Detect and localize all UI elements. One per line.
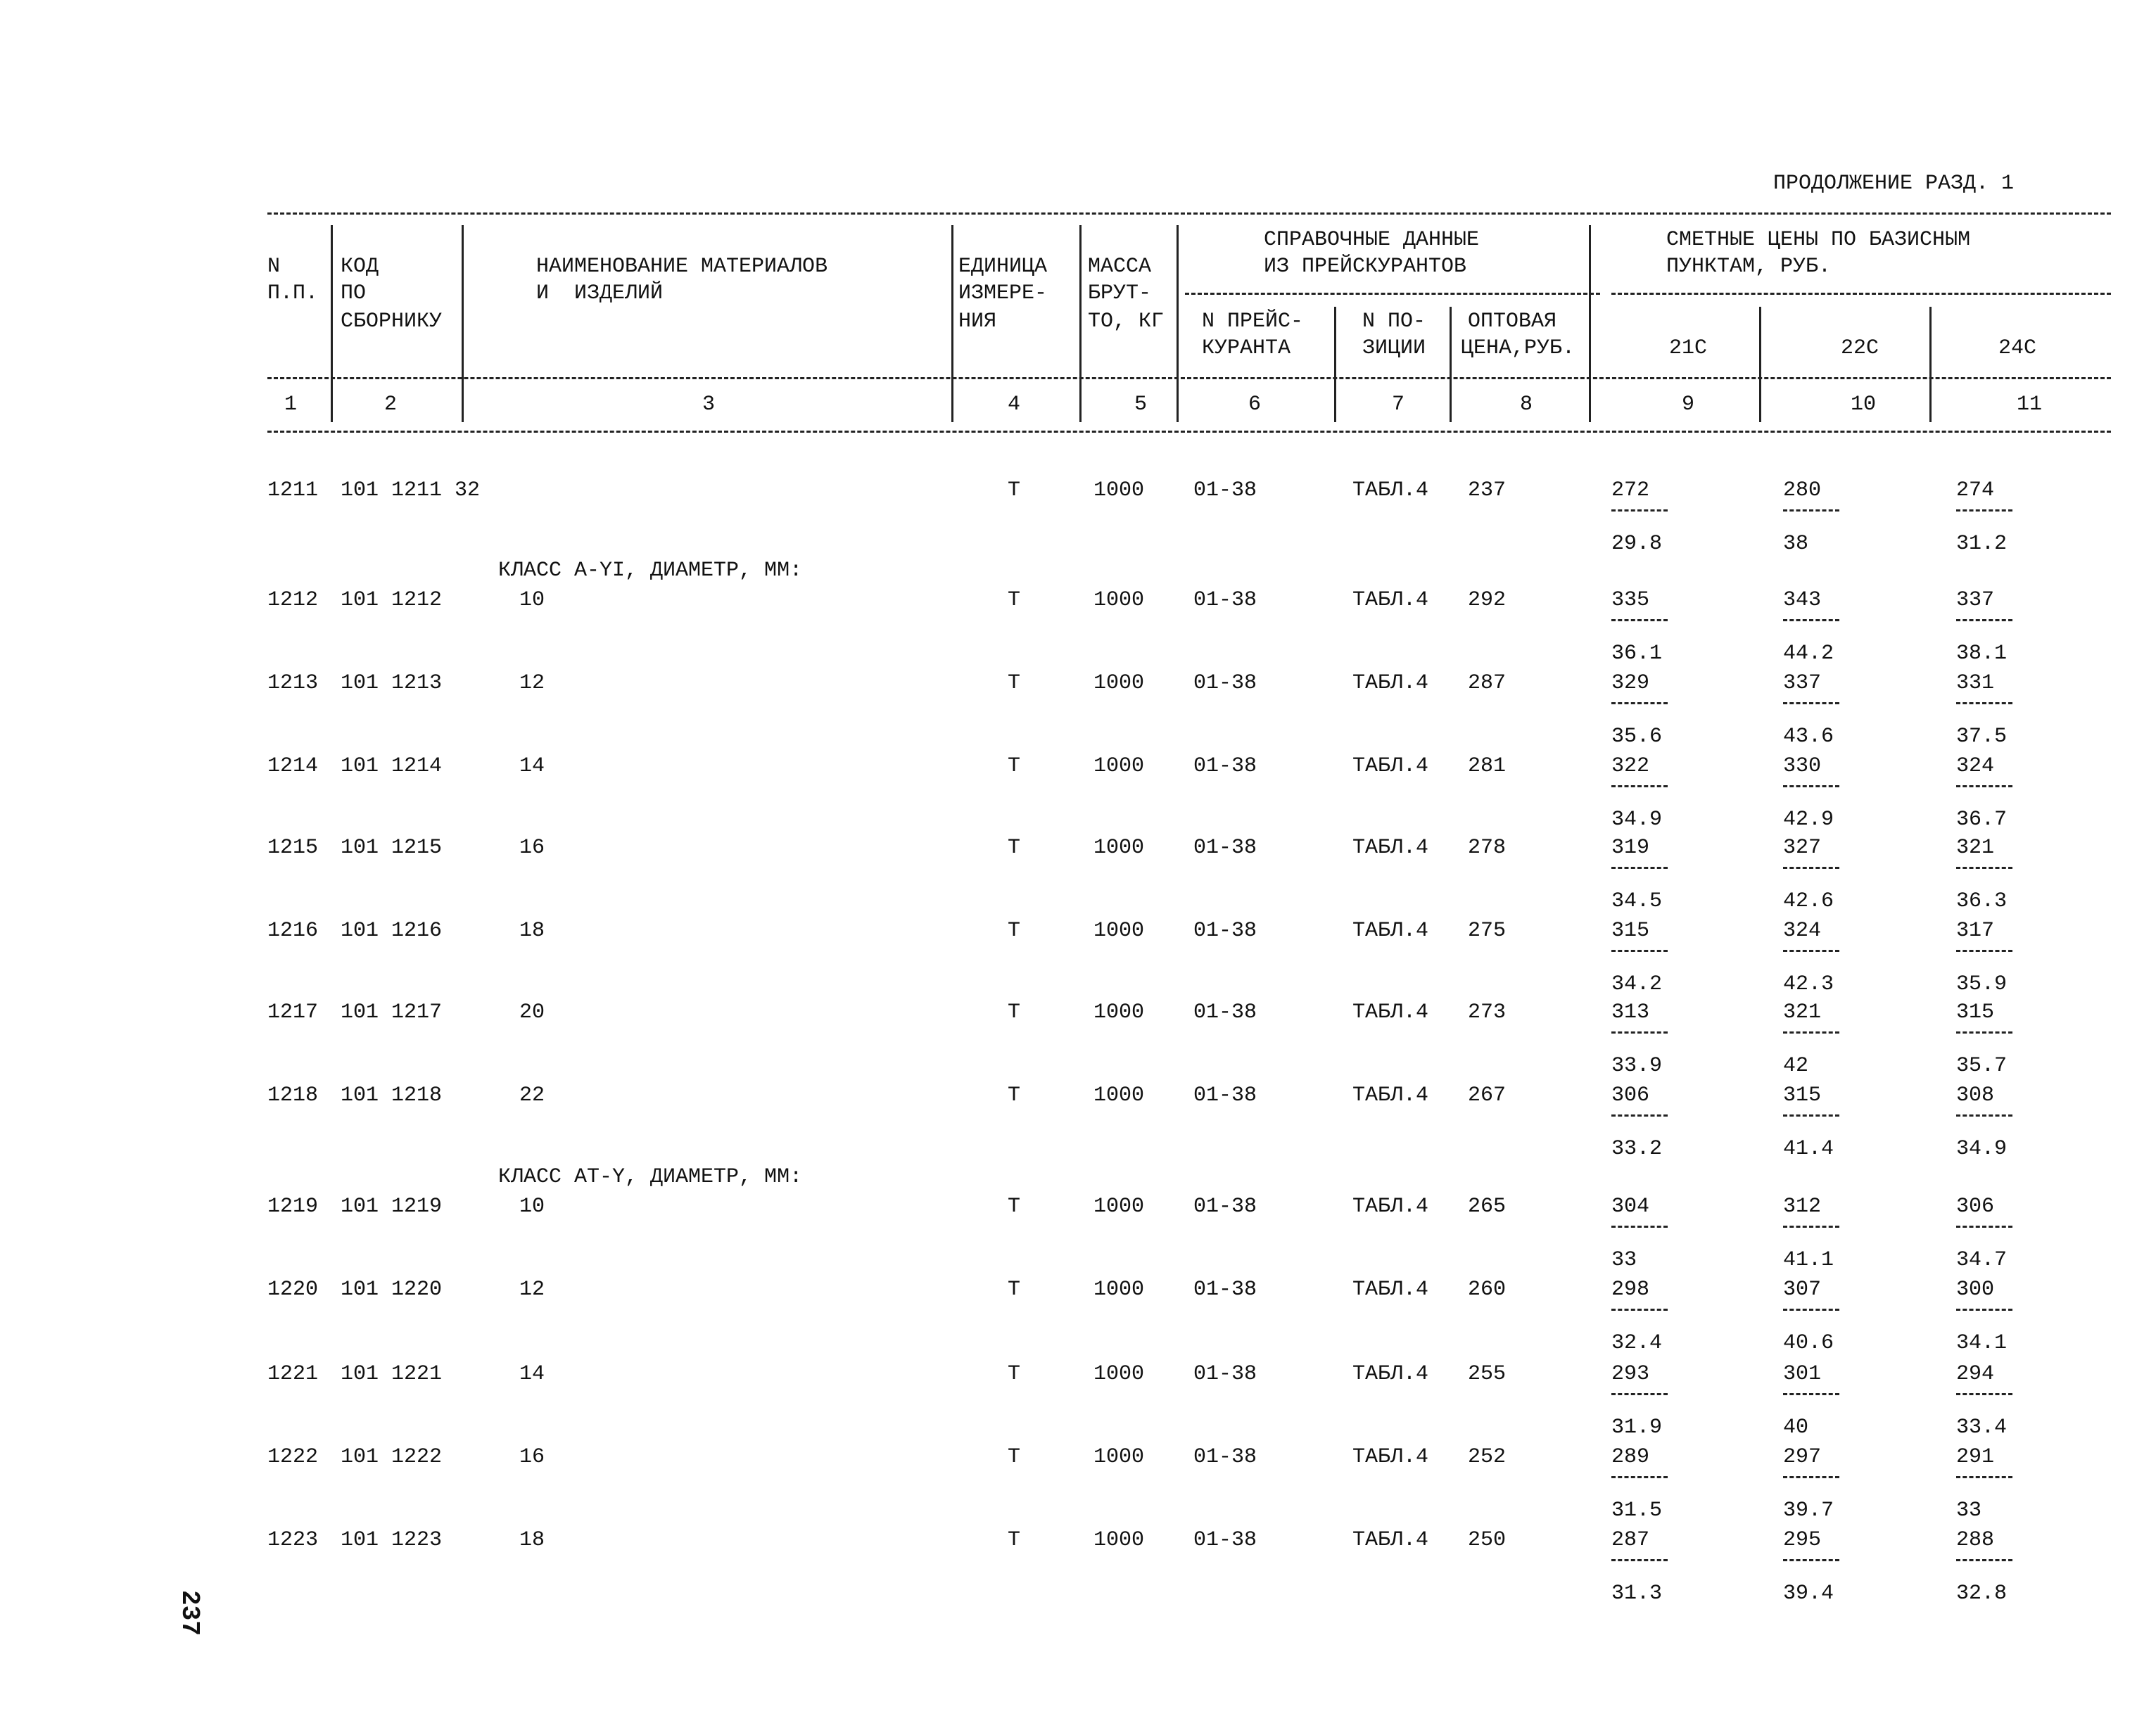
price-p21-numerator: 287: [1611, 1528, 1650, 1552]
price-p22-denominator: 40.6: [1783, 1331, 1834, 1355]
row-position: ТАБЛ.4: [1352, 1195, 1429, 1219]
row-code: 101 1215: [341, 836, 443, 860]
price-p24-denominator: 36.7: [1956, 808, 2008, 832]
header-24c: 24С: [1998, 336, 2037, 360]
colnum-1: 1: [284, 393, 298, 417]
row-price-list: 01-38: [1193, 754, 1257, 778]
row-mass: 1000: [1093, 1278, 1145, 1302]
row-name: 18: [519, 1528, 545, 1552]
row-code: 101 1222: [341, 1445, 443, 1469]
row-name: 18: [519, 919, 545, 943]
fraction-bar: [1956, 1309, 2012, 1311]
price-p21-denominator: 33: [1611, 1248, 1637, 1272]
fraction-bar: [1611, 1476, 1668, 1478]
row-wholesale: 287: [1468, 671, 1507, 695]
price-p22-numerator: 307: [1783, 1278, 1822, 1302]
row-wholesale: 273: [1468, 1000, 1507, 1024]
fraction-bar: [1611, 509, 1668, 512]
row-name: 14: [519, 1362, 545, 1386]
fraction-bar: [1956, 867, 2012, 869]
row-code: 101 1211 32: [341, 478, 481, 502]
price-p24-denominator: 36.3: [1956, 889, 2008, 913]
fraction-bar: [1783, 1559, 1839, 1561]
row-price-list: 01-38: [1193, 1362, 1257, 1386]
row-wholesale: 255: [1468, 1362, 1507, 1386]
fraction-bar: [1783, 509, 1839, 512]
price-p24-denominator: 35.9: [1956, 972, 2008, 996]
header-ref-sub-rule: [1185, 293, 1600, 295]
row-position: ТАБЛ.4: [1352, 919, 1429, 943]
header-ref-group-line1: СПРАВОЧНЫЕ ДАННЫЕ: [1264, 228, 1480, 252]
row-position: ТАБЛ.4: [1352, 478, 1429, 502]
row-unit: Т: [1008, 671, 1021, 695]
row-mass: 1000: [1093, 1445, 1145, 1469]
row-number: 1214: [267, 754, 319, 778]
row-number: 1217: [267, 1000, 319, 1024]
fraction-bar: [1783, 1393, 1839, 1395]
row-code: 101 1219: [341, 1195, 443, 1219]
colnum-4: 4: [1008, 393, 1021, 417]
fraction-bar: [1783, 1114, 1839, 1117]
row-mass: 1000: [1093, 1000, 1145, 1024]
price-p24-denominator: 35.7: [1956, 1054, 2008, 1078]
price-p21-denominator: 31.9: [1611, 1416, 1663, 1440]
row-mass: 1000: [1093, 836, 1145, 860]
row-price-list: 01-38: [1193, 919, 1257, 943]
price-p21-numerator: 289: [1611, 1445, 1650, 1469]
price-p24-numerator: 337: [1956, 588, 1995, 612]
row-price-list: 01-38: [1193, 1000, 1257, 1024]
row-mass: 1000: [1093, 478, 1145, 502]
price-p21-denominator: 36.1: [1611, 642, 1663, 666]
row-name: 10: [519, 1195, 545, 1219]
fraction-bar: [1956, 1476, 2012, 1478]
price-p21-denominator: 33.2: [1611, 1137, 1663, 1161]
price-p21-numerator: 319: [1611, 836, 1650, 860]
price-p21-denominator: 34.5: [1611, 889, 1663, 913]
colnum-2: 2: [384, 393, 398, 417]
price-p22-denominator: 38: [1783, 532, 1809, 556]
header-bottom-rule: [267, 431, 2111, 433]
row-position: ТАБЛ.4: [1352, 836, 1429, 860]
price-p21-denominator: 33.9: [1611, 1054, 1663, 1078]
row-price-list: 01-38: [1193, 1278, 1257, 1302]
header-unit-line1: ЕДИНИЦА: [958, 255, 1048, 279]
row-position: ТАБЛ.4: [1352, 588, 1429, 612]
row-wholesale: 275: [1468, 919, 1507, 943]
price-p21-denominator: 34.2: [1611, 972, 1663, 996]
price-p22-numerator: 321: [1783, 1000, 1822, 1024]
fraction-bar: [1956, 702, 2012, 704]
row-number: 1223: [267, 1528, 319, 1552]
row-name: 10: [519, 588, 545, 612]
price-p21-numerator: 315: [1611, 919, 1650, 943]
price-p22-denominator: 41.4: [1783, 1137, 1834, 1161]
header-unit-line3: НИЯ: [958, 310, 997, 333]
row-unit: Т: [1008, 1445, 1021, 1469]
row-position: ТАБЛ.4: [1352, 1278, 1429, 1302]
row-number: 1219: [267, 1195, 319, 1219]
row-mass: 1000: [1093, 1084, 1145, 1107]
price-p22-denominator: 40: [1783, 1416, 1809, 1440]
row-code: 101 1217: [341, 1000, 443, 1024]
row-unit: Т: [1008, 1362, 1021, 1386]
row-unit: Т: [1008, 1084, 1021, 1107]
price-p22-numerator: 337: [1783, 671, 1822, 695]
col-divider: [1759, 307, 1761, 422]
row-price-list: 01-38: [1193, 836, 1257, 860]
row-mass: 1000: [1093, 1195, 1145, 1219]
price-p24-numerator: 317: [1956, 919, 1995, 943]
row-code: 101 1216: [341, 919, 443, 943]
row-unit: Т: [1008, 1278, 1021, 1302]
row-wholesale: 267: [1468, 1084, 1507, 1107]
price-p24-numerator: 274: [1956, 478, 1995, 502]
price-p21-denominator: 35.6: [1611, 725, 1663, 749]
page-number: 237: [175, 1590, 204, 1636]
header-name-line1: НАИМЕНОВАНИЕ МАТЕРИАЛОВ: [536, 255, 828, 279]
row-name: 12: [519, 671, 545, 695]
row-unit: Т: [1008, 1528, 1021, 1552]
row-position: ТАБЛ.4: [1352, 754, 1429, 778]
price-p24-denominator: 31.2: [1956, 532, 2008, 556]
fraction-bar: [1783, 702, 1839, 704]
header-position-line1: N ПО-: [1362, 310, 1426, 333]
fraction-bar: [1956, 509, 2012, 512]
row-number: 1212: [267, 588, 319, 612]
fraction-bar: [1956, 1559, 2012, 1561]
price-p22-denominator: 42.9: [1783, 808, 1834, 832]
price-p22-numerator: 330: [1783, 754, 1822, 778]
header-pricelist-line1: N ПРЕЙС-: [1202, 310, 1304, 333]
fraction-bar: [1783, 1226, 1839, 1228]
price-p24-numerator: 324: [1956, 754, 1995, 778]
row-mass: 1000: [1093, 919, 1145, 943]
header-code-line3: СБОРНИКУ: [341, 310, 443, 333]
colnum-3: 3: [702, 393, 716, 417]
col-divider: [1589, 225, 1591, 422]
price-p24-numerator: 306: [1956, 1195, 1995, 1219]
row-mass: 1000: [1093, 754, 1145, 778]
col-divider: [1929, 307, 1932, 422]
row-mass: 1000: [1093, 1528, 1145, 1552]
fraction-bar: [1783, 619, 1839, 621]
price-p24-denominator: 37.5: [1956, 725, 2008, 749]
price-p22-numerator: 297: [1783, 1445, 1822, 1469]
fraction-bar: [1611, 950, 1668, 952]
price-p24-numerator: 294: [1956, 1362, 1995, 1386]
col-divider: [1177, 225, 1179, 422]
row-unit: Т: [1008, 919, 1021, 943]
price-p22-denominator: 39.7: [1783, 1499, 1834, 1523]
header-n-line2: П.П.: [267, 281, 319, 305]
row-name: 12: [519, 1278, 545, 1302]
row-wholesale: 260: [1468, 1278, 1507, 1302]
price-p21-denominator: 31.3: [1611, 1582, 1663, 1606]
row-position: ТАБЛ.4: [1352, 671, 1429, 695]
row-code: 101 1221: [341, 1362, 443, 1386]
fraction-bar: [1611, 1226, 1668, 1228]
price-p22-denominator: 42.3: [1783, 972, 1834, 996]
fraction-bar: [1956, 619, 2012, 621]
header-prices-group-line2: ПУНКТАМ, РУБ.: [1666, 255, 1832, 279]
fraction-bar: [1783, 1309, 1839, 1311]
price-p22-numerator: 327: [1783, 836, 1822, 860]
price-p21-numerator: 293: [1611, 1362, 1650, 1386]
fraction-bar: [1956, 1393, 2012, 1395]
header-mid-rule: [267, 377, 2111, 379]
row-position: ТАБЛ.4: [1352, 1362, 1429, 1386]
row-name: 14: [519, 754, 545, 778]
price-p21-numerator: 329: [1611, 671, 1650, 695]
row-unit: Т: [1008, 1195, 1021, 1219]
row-name: 16: [519, 836, 545, 860]
row-number: 1222: [267, 1445, 319, 1469]
row-name: 20: [519, 1000, 545, 1024]
price-p24-denominator: 34.1: [1956, 1331, 2008, 1355]
header-code-line2: ПО: [341, 281, 367, 305]
row-name: 16: [519, 1445, 545, 1469]
header-wholesale-line2: ЦЕНА,РУБ.: [1461, 336, 1575, 360]
price-p21-numerator: 313: [1611, 1000, 1650, 1024]
continuation-label: ПРОДОЛЖЕНИЕ РАЗД. 1: [1773, 172, 2015, 196]
price-p21-denominator: 29.8: [1611, 532, 1663, 556]
row-unit: Т: [1008, 588, 1021, 612]
price-p22-numerator: 312: [1783, 1195, 1822, 1219]
price-p22-denominator: 44.2: [1783, 642, 1834, 666]
price-p24-numerator: 308: [1956, 1084, 1995, 1107]
price-p22-denominator: 39.4: [1783, 1582, 1834, 1606]
col-divider: [1079, 225, 1082, 422]
price-p24-denominator: 32.8: [1956, 1582, 2008, 1606]
row-number: 1216: [267, 919, 319, 943]
price-p21-denominator: 31.5: [1611, 1499, 1663, 1523]
price-p21-numerator: 322: [1611, 754, 1650, 778]
row-mass: 1000: [1093, 1362, 1145, 1386]
header-prices-sub-rule: [1611, 293, 2111, 295]
row-wholesale: 252: [1468, 1445, 1507, 1469]
header-22c: 22С: [1841, 336, 1879, 360]
row-code: 101 1218: [341, 1084, 443, 1107]
row-position: ТАБЛ.4: [1352, 1445, 1429, 1469]
row-wholesale: 292: [1468, 588, 1507, 612]
row-unit: Т: [1008, 478, 1021, 502]
row-code: 101 1220: [341, 1278, 443, 1302]
fraction-bar: [1956, 1114, 2012, 1117]
price-p22-denominator: 42: [1783, 1054, 1809, 1078]
price-p21-numerator: 298: [1611, 1278, 1650, 1302]
row-price-list: 01-38: [1193, 1195, 1257, 1219]
price-p22-numerator: 301: [1783, 1362, 1822, 1386]
price-p22-numerator: 324: [1783, 919, 1822, 943]
price-p24-numerator: 315: [1956, 1000, 1995, 1024]
header-top-rule: [267, 212, 2111, 215]
row-number: 1218: [267, 1084, 319, 1107]
header-unit-line2: ИЗМЕРЕ-: [958, 281, 1048, 305]
row-number: 1211: [267, 478, 319, 502]
col-divider: [1334, 307, 1336, 422]
fraction-bar: [1956, 950, 2012, 952]
row-price-list: 01-38: [1193, 1445, 1257, 1469]
row-code: 101 1223: [341, 1528, 443, 1552]
price-p24-denominator: 33.4: [1956, 1416, 2008, 1440]
colnum-7: 7: [1392, 393, 1405, 417]
row-wholesale: 281: [1468, 754, 1507, 778]
header-name-line2: И ИЗДЕЛИЙ: [536, 281, 664, 305]
row-name: 22: [519, 1084, 545, 1107]
row-number: 1213: [267, 671, 319, 695]
header-mass-line1: МАССА: [1088, 255, 1152, 279]
row-wholesale: 237: [1468, 478, 1507, 502]
fraction-bar: [1611, 1393, 1668, 1395]
col-divider: [462, 225, 464, 422]
price-p24-denominator: 34.7: [1956, 1248, 2008, 1272]
fraction-bar: [1956, 785, 2012, 787]
colnum-6: 6: [1248, 393, 1262, 417]
row-unit: Т: [1008, 754, 1021, 778]
price-p24-numerator: 321: [1956, 836, 1995, 860]
row-unit: Т: [1008, 1000, 1021, 1024]
row-mass: 1000: [1093, 588, 1145, 612]
row-number: 1220: [267, 1278, 319, 1302]
colnum-10: 10: [1851, 393, 1877, 417]
row-number: 1221: [267, 1362, 319, 1386]
header-ref-group-line2: ИЗ ПРЕЙСКУРАНТОВ: [1264, 255, 1467, 279]
header-pricelist-line2: КУРАНТА: [1202, 336, 1291, 360]
fraction-bar: [1783, 785, 1839, 787]
fraction-bar: [1611, 619, 1668, 621]
section-heading: КЛАСС АТ-Y, ДИАМЕТР, ММ:: [498, 1165, 803, 1189]
price-p24-denominator: 38.1: [1956, 642, 2008, 666]
section-heading: КЛАСС А-YI, ДИАМЕТР, ММ:: [498, 559, 803, 583]
price-p22-denominator: 43.6: [1783, 725, 1834, 749]
header-code-line1: КОД: [341, 255, 379, 279]
row-price-list: 01-38: [1193, 671, 1257, 695]
fraction-bar: [1956, 1031, 2012, 1034]
header-n-line1: N: [267, 255, 281, 279]
header-wholesale-line1: ОПТОВАЯ: [1468, 310, 1557, 333]
fraction-bar: [1611, 1559, 1668, 1561]
fraction-bar: [1611, 785, 1668, 787]
header-mass-line3: ТО, КГ: [1088, 310, 1165, 333]
row-code: 101 1212: [341, 588, 443, 612]
col-divider: [1450, 307, 1452, 422]
row-mass: 1000: [1093, 671, 1145, 695]
price-p22-numerator: 280: [1783, 478, 1822, 502]
col-divider: [951, 225, 953, 422]
row-price-list: 01-38: [1193, 478, 1257, 502]
row-position: ТАБЛ.4: [1352, 1528, 1429, 1552]
row-code: 101 1214: [341, 754, 443, 778]
row-code: 101 1213: [341, 671, 443, 695]
header-21c: 21С: [1669, 336, 1708, 360]
colnum-9: 9: [1682, 393, 1695, 417]
row-position: ТАБЛ.4: [1352, 1084, 1429, 1107]
price-p24-numerator: 300: [1956, 1278, 1995, 1302]
fraction-bar: [1611, 702, 1668, 704]
row-price-list: 01-38: [1193, 588, 1257, 612]
price-p22-numerator: 343: [1783, 588, 1822, 612]
fraction-bar: [1611, 1114, 1668, 1117]
header-position-line2: ЗИЦИИ: [1362, 336, 1426, 360]
fraction-bar: [1783, 1031, 1839, 1034]
price-p21-numerator: 335: [1611, 588, 1650, 612]
price-p22-numerator: 315: [1783, 1084, 1822, 1107]
colnum-8: 8: [1520, 393, 1533, 417]
row-price-list: 01-38: [1193, 1084, 1257, 1107]
price-p21-denominator: 32.4: [1611, 1331, 1663, 1355]
price-p21-numerator: 304: [1611, 1195, 1650, 1219]
price-p21-numerator: 272: [1611, 478, 1650, 502]
fraction-bar: [1783, 1476, 1839, 1478]
fraction-bar: [1956, 1226, 2012, 1228]
row-wholesale: 250: [1468, 1528, 1507, 1552]
fraction-bar: [1611, 867, 1668, 869]
price-p21-denominator: 34.9: [1611, 808, 1663, 832]
price-p22-denominator: 41.1: [1783, 1248, 1834, 1272]
price-p22-denominator: 42.6: [1783, 889, 1834, 913]
fraction-bar: [1611, 1031, 1668, 1034]
price-p24-denominator: 34.9: [1956, 1137, 2008, 1161]
price-p24-numerator: 291: [1956, 1445, 1995, 1469]
price-p24-denominator: 33: [1956, 1499, 1982, 1523]
colnum-11: 11: [2017, 393, 2043, 417]
header-prices-group-line1: СМЕТНЫЕ ЦЕНЫ ПО БАЗИСНЫМ: [1666, 228, 1971, 252]
price-p24-numerator: 288: [1956, 1528, 1995, 1552]
row-price-list: 01-38: [1193, 1528, 1257, 1552]
header-mass-line2: БРУТ-: [1088, 281, 1152, 305]
row-unit: Т: [1008, 836, 1021, 860]
row-wholesale: 278: [1468, 836, 1507, 860]
fraction-bar: [1611, 1309, 1668, 1311]
row-number: 1215: [267, 836, 319, 860]
col-divider: [331, 225, 333, 422]
row-position: ТАБЛ.4: [1352, 1000, 1429, 1024]
price-p21-numerator: 306: [1611, 1084, 1650, 1107]
colnum-5: 5: [1134, 393, 1148, 417]
price-p22-numerator: 295: [1783, 1528, 1822, 1552]
fraction-bar: [1783, 867, 1839, 869]
row-wholesale: 265: [1468, 1195, 1507, 1219]
price-p24-numerator: 331: [1956, 671, 1995, 695]
fraction-bar: [1783, 950, 1839, 952]
